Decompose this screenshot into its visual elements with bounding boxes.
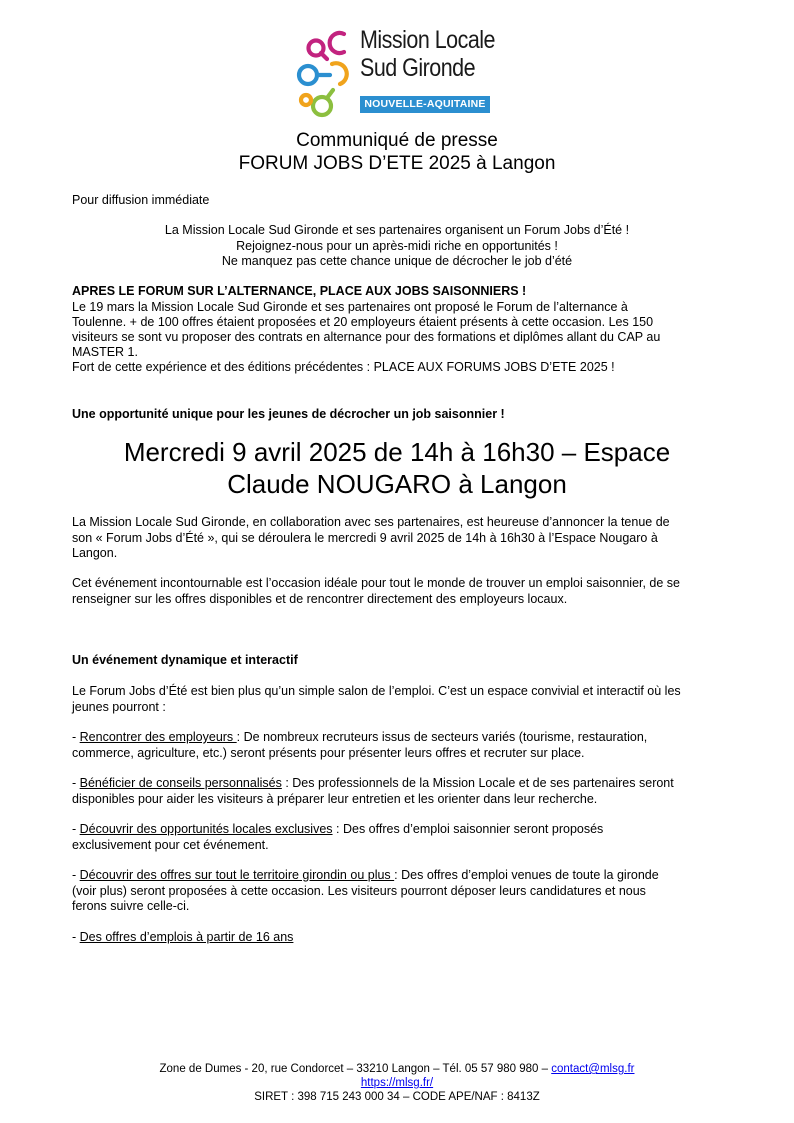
diffusion-notice: Pour diffusion immédiate: [72, 193, 210, 207]
intro-line: Ne manquez pas cette chance unique de décrocher le job d’été: [221, 254, 573, 268]
bullet-separator: :: [332, 822, 340, 836]
bullet-text: commerce, agriculture, etc.) seront présents pour présenter leurs offres et recruter sur place.: [72, 745, 585, 760]
dynamic-event-intro: [72, 684, 732, 715]
event-date-line-2: Claude NOUGARO à Langon: [227, 469, 567, 499]
intro-line: La Mission Locale Sud Gironde et ses partenaires organisent un Forum Jobs d’Été !: [164, 223, 630, 237]
bullet-item: [72, 822, 732, 853]
alternance-paragraph: [72, 300, 732, 375]
logo-wordmark: [360, 26, 517, 82]
paragraph-line: Le Forum Jobs d’Été est bien plus qu’un simple salon de l’emploi. C’est un espace convivial et interactif où les: [72, 684, 681, 698]
bullet-item: [72, 868, 732, 915]
footer-siret: SIRET : 398 715 243 000 34 – CODE APE/NAF : 8413Z: [254, 1091, 540, 1103]
bullet-text: Des offres d’emploi saisonnier seront proposés: [339, 822, 604, 836]
bullet-separator: :: [236, 730, 241, 744]
bullet-item: [72, 776, 732, 807]
announcement-paragraph: [72, 515, 732, 562]
opportunity-line: Une opportunité unique pour les jeunes de décrocher un job saisonnier !: [72, 407, 505, 421]
paragraph-line: Toulenne. + de 100 offres étaient proposées et 20 employeurs étaient présents à cette occasion. Les 150: [72, 315, 654, 329]
footer-email-link[interactable]: contact@mlsg.fr: [551, 1063, 635, 1075]
press-release-title: Communiqué de presse: [296, 130, 498, 151]
intro-centered: [0, 223, 794, 270]
paragraph-line: Le 19 mars la Mission Locale Sud Gironde et ses partenaires ont proposé le Forum de l’alternance à: [72, 300, 628, 314]
logo-line-1: Mission Locale: [360, 26, 495, 54]
paragraph-line: La Mission Locale Sud Gironde, en collaboration avec ses partenaires, est heureuse d’annoncer la tenue de: [72, 515, 670, 529]
paragraph-line: jeunes pourront :: [72, 699, 166, 714]
footer-address: Zone de Dumes - 20, rue Condorcet – 33210 Langon – Tél. 05 57 980 980 –: [159, 1063, 552, 1075]
bullet-label: Découvrir des opportunités locales exclusives: [79, 822, 333, 836]
bullet-dash: -: [72, 868, 80, 882]
bullet-item: [72, 730, 732, 761]
forum-title: FORUM JOBS D’ETE 2025 à Langon: [238, 153, 556, 174]
bullet-text: ferons suivre celle-ci.: [72, 899, 190, 913]
dynamic-event-heading: Un événement dynamique et interactif: [72, 653, 298, 667]
paragraph-line: MASTER 1.: [72, 345, 138, 359]
bullet-dash: -: [72, 776, 80, 790]
paragraph-line: Langon.: [72, 546, 118, 560]
event-paragraph: [72, 576, 732, 607]
bullet-separator: :: [394, 868, 398, 882]
bullet-text: Des offres d’emploi venues de toute la gironde: [397, 868, 659, 882]
bullet-text: (voir plus) seront proposées à cette occasion. Les visiteurs pourront déposer leurs candidatures et nous: [72, 883, 646, 898]
paragraph-line: visiteurs se sont vu proposer des contrats en alternance pour des formations et diplômes allant du CAP au: [72, 330, 661, 344]
bullet-item: [72, 930, 732, 946]
bullet-separator: :: [281, 776, 289, 790]
bullet-dash: -: [72, 822, 80, 836]
bullet-text: disponibles pour aider les visiteurs à préparer leur entretien et les orienter dans leur recherche.: [72, 791, 598, 806]
paragraph-line: Fort de cette expérience et des éditions précédentes : PLACE AUX FORUMS JOBS D’ETE 2025 !: [72, 360, 615, 374]
footer-website-link[interactable]: https://mlsg.fr/: [360, 1077, 434, 1089]
footer-website-line: [0, 1076, 794, 1090]
logo-line-2: Sud Gironde: [360, 54, 476, 82]
paragraph-line: renseigner sur les offres disponibles et de rencontrer directement des employeurs locaux.: [72, 591, 568, 606]
bullet-text: exclusivement pour cet événement.: [72, 837, 269, 852]
bullet-label: Rencontrer des employeurs: [79, 730, 237, 744]
bullet-text: Des professionnels de la Mission Locale et de ses partenaires seront: [288, 776, 674, 790]
event-date-line-1: Mercredi 9 avril 2025 de 14h à 16h30 – Espace: [123, 437, 671, 467]
mission-locale-logo-mark: [292, 28, 358, 122]
paragraph-line: son « Forum Jobs d’Été », qui se déroulera le mercredi 9 avril 2025 de 14h à 16h30 à l’Espace Nougaro à: [72, 530, 658, 545]
bullet-dash: -: [72, 930, 80, 944]
footer-address-line: [0, 1062, 794, 1076]
intro-line: Rejoignez-nous pour un après-midi riche en opportunités !: [236, 238, 558, 253]
alternance-heading: APRES LE FORUM SUR L’ALTERNANCE, PLACE AUX JOBS SAISONNIERS !: [72, 284, 527, 298]
region-badge: NOUVELLE-AQUITAINE: [360, 96, 490, 113]
bullet-dash: -: [72, 730, 80, 744]
bullet-label: Bénéficier de conseils personnalisés: [79, 776, 282, 790]
bullet-label: Découvrir des offres sur tout le territoire girondin ou plus: [79, 868, 395, 882]
bullet-label: Des offres d’emplois à partir de 16 ans: [79, 930, 294, 944]
paragraph-line: Cet événement incontournable est l’occasion idéale pour tout le monde de trouver un emploi saisonnier, de se: [72, 576, 681, 590]
bullet-text: De nombreux recruteurs issus de secteurs variés (tourisme, restauration,: [240, 730, 648, 744]
